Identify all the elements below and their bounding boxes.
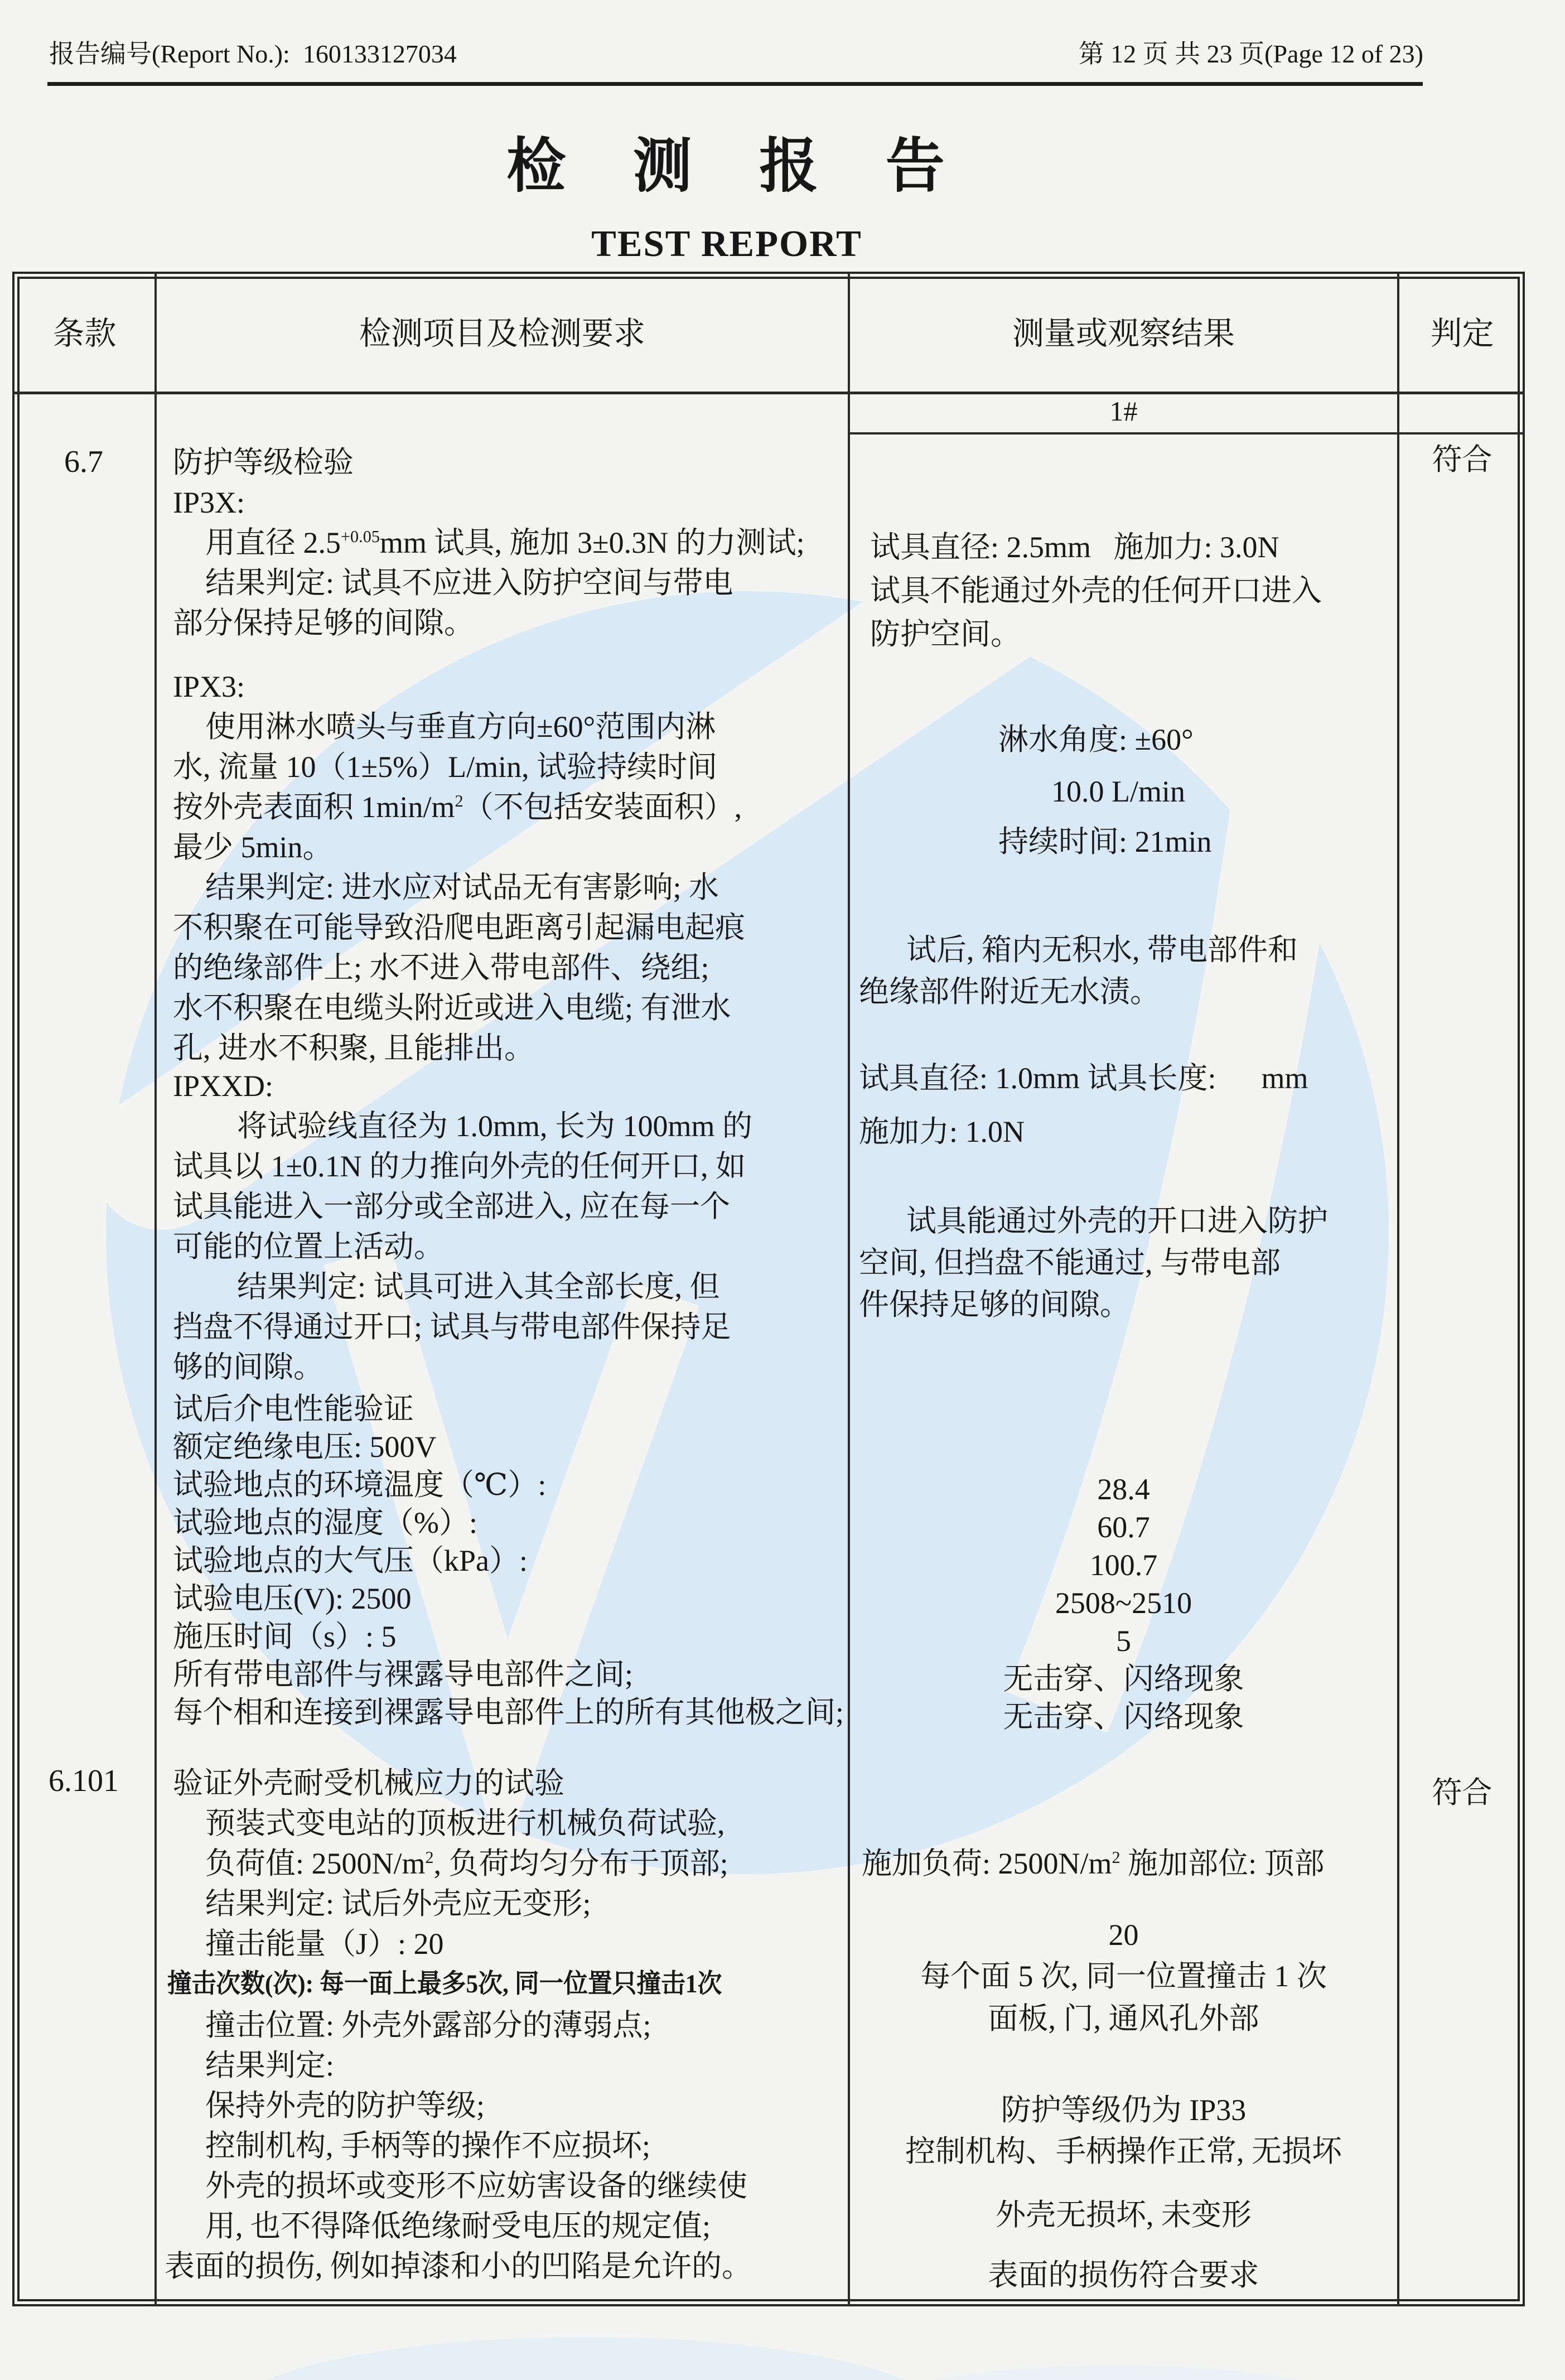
item-line: 挡盘不得通过开口; 试具与带电部件保持足 — [173, 1310, 731, 1344]
result-value-duration: 5 — [1116, 1624, 1131, 1658]
item-line: 防护等级检验 — [173, 446, 354, 479]
item-line: 负荷值: $2500N/m^2$, 负荷均匀分布于顶部; — [205, 1847, 728, 1880]
result-line: 空间, 但挡盘不能通过, 与带电部 — [859, 1246, 1281, 1280]
item-line: 试验地点的大气压（kPa）: — [173, 1544, 528, 1577]
result-value-temperature: 28.4 — [1097, 1473, 1150, 1506]
item-line: 够的间隙。 — [173, 1350, 323, 1384]
result-line: 10.0 L/min — [1051, 775, 1185, 808]
result-line: 件保持足够的间隙。 — [859, 1288, 1130, 1321]
item-line: 试验地点的湿度（%）: — [173, 1506, 477, 1539]
result-line: 施加负荷: $2500N/m^2$ 施加部位: 顶部 — [862, 1847, 1325, 1880]
item-line: IP3X: — [173, 486, 245, 519]
sample-row-divider — [848, 432, 1525, 435]
item-line: 可能的位置上活动。 — [173, 1230, 444, 1263]
item-line: 结果判定: 进水应对试品无有害影响; 水 — [205, 871, 719, 904]
result-value-breakdown-2: 无击穿、闪络现象 — [1003, 1700, 1244, 1734]
item-line: 所有带电部件与裸露导电部件之间; — [173, 1658, 634, 1691]
col-header-item: 检测项目及检测要求 — [359, 316, 645, 351]
item-line: 结果判定: 试具不应进入防护空间与带电 — [205, 566, 733, 600]
item-line: 用直径 $2.5^{+0.05}mm$ 试具, 施加 3±0.3N 的力测试; — [205, 526, 805, 559]
report-number — [49, 39, 457, 69]
result-value-impact-energy: 20 — [1108, 1918, 1139, 1952]
verdict-6-7: 符合 — [1432, 443, 1492, 476]
page-subtitle: TEST REPORT — [591, 223, 862, 264]
report-number-label: 报告编号(Report No.): — [49, 40, 290, 68]
result-value-breakdown-1: 无击穿、闪络现象 — [1003, 1662, 1244, 1696]
item-line: 结果判定: 试具可进入其全部长度, 但 — [237, 1270, 720, 1304]
result-line: 试具能通过外壳的开口进入防护 — [906, 1204, 1328, 1238]
page-indicator: 第 12 页 共 23 页(Page 12 of 23) — [1078, 40, 1423, 68]
result-line: 面板, 门, 通风孔外部 — [988, 2002, 1259, 2035]
item-line: 将试验线直径为 1.0mm, 长为 100mm 的 — [237, 1109, 753, 1143]
item-line: 撞击位置: 外壳外露部分的薄弱点; — [205, 2009, 651, 2042]
item-line: 撞击能量（J）: 20 — [205, 1927, 444, 1961]
item-line: 试具以 1±0.1N 的力推向外壳的任何开口, 如 — [173, 1150, 746, 1183]
column-divider — [154, 272, 157, 2306]
result-line: 试后, 箱内无积水, 带电部件和 — [906, 933, 1298, 967]
item-line: 控制机构, 手柄等的操作不应损坏; — [205, 2129, 651, 2162]
item-line: 试验地点的环境温度（℃）: — [173, 1468, 547, 1502]
result-line: 持续时间: 21min — [998, 825, 1212, 858]
result-line: 表面的损伤符合要求 — [988, 2258, 1259, 2292]
verdict-6-101: 符合 — [1432, 1776, 1492, 1809]
item-line: 使用淋水喷头与垂直方向±60°范围内淋 — [205, 710, 716, 744]
result-line: 绝缘部件附近无水渍。 — [859, 975, 1160, 1008]
item-line: 用, 也不得降低绝缘耐受电压的规定值; — [205, 2209, 711, 2243]
clause-number-6-101: 6.101 — [49, 1764, 119, 1798]
item-line: 结果判定: 试后外壳应无变形; — [205, 1887, 591, 1920]
result-line: 每个面 5 次, 同一位置撞击 1 次 — [920, 1959, 1327, 1993]
result-line: 外壳无损坏, 未变形 — [996, 2198, 1252, 2232]
column-divider — [1397, 272, 1399, 2306]
result-line: 控制机构、手柄操作正常, 无损坏 — [905, 2135, 1342, 2168]
header-row-divider — [12, 392, 1525, 394]
col-header-verdict: 判定 — [1430, 316, 1494, 351]
col-header-clause: 条款 — [52, 316, 117, 351]
item-line: 水不积聚在电缆头附近或进入电缆; 有泄水 — [173, 991, 731, 1025]
item-line: 额定绝缘电压: 500V — [173, 1430, 437, 1464]
item-line: 结果判定: — [205, 2049, 335, 2082]
result-value-humidity: 60.7 — [1097, 1510, 1150, 1544]
report-number-value: 160133127034 — [302, 40, 457, 68]
item-line: 验证外壳耐受机械应力的试验 — [173, 1766, 564, 1800]
result-value-voltage: 2508~2510 — [1055, 1586, 1192, 1620]
sample-id: 1# — [1109, 395, 1138, 427]
result-line: 施加力: 1.0N — [859, 1115, 1025, 1148]
result-line: 试具直径: 1.0mm 试具长度: mm — [859, 1061, 1308, 1095]
page-title: 检 测 报 告 — [506, 134, 947, 199]
result-line: 防护等级仍为 IP33 — [1001, 2093, 1247, 2127]
item-line: 试具能进入一部分或全部进入, 应在每一个 — [173, 1190, 730, 1223]
result-line: 试具不能通过外壳的任何开口进入 — [870, 574, 1322, 607]
result-line: 试具直径: 2.5mm 施加力: 3.0N — [870, 530, 1279, 564]
item-line: 外壳的损坏或变形不应妨害设备的继续使 — [205, 2169, 747, 2203]
item-line: 不积聚在可能导致沿爬电距离引起漏电起痕 — [173, 911, 745, 944]
result-value-pressure: 100.7 — [1089, 1548, 1158, 1582]
item-line: 保持外壳的防护等级; — [205, 2089, 485, 2122]
clause-number-6-7: 6.7 — [64, 445, 103, 479]
item-line: 预装式变电站的顶板进行机械负荷试验, — [205, 1807, 725, 1840]
result-line: 防护空间。 — [870, 617, 1021, 651]
header-divider — [47, 82, 1423, 86]
item-line: 按外壳表面积 $1\min/m^2$（不包括安装面积）, — [173, 790, 742, 824]
item-line: 施压时间（s）: 5 — [173, 1620, 397, 1653]
item-line: 试后介电性能验证 — [173, 1392, 414, 1426]
item-line: IPX3: — [173, 670, 245, 703]
item-line: 孔, 进水不积聚, 且能排出。 — [173, 1031, 534, 1065]
item-line: 部分保持足够的间隙。 — [173, 606, 474, 640]
item-line: 试验电压(V): 2500 — [173, 1582, 412, 1615]
result-line: 淋水角度: ±60° — [998, 723, 1194, 756]
col-header-result: 测量或观察结果 — [1012, 316, 1235, 351]
item-line: 撞击次数(次): 每一面上最多5次, 同一位置只撞击1次 — [167, 1969, 722, 1998]
item-line: 水, 流量 10（1±5%）L/min, 试验持续时间 — [173, 750, 718, 784]
item-line: 每个相和连接到裸露导电部件上的所有其他极之间; — [173, 1696, 844, 1729]
item-line: IPXXD: — [173, 1069, 274, 1103]
item-line: 表面的损伤, 例如掉漆和小的凹陷是允许的。 — [165, 2249, 752, 2283]
item-line: 最少 5min。 — [173, 831, 333, 864]
item-line: 的绝缘部件上; 水不进入带电部件、绕组; — [173, 951, 709, 984]
